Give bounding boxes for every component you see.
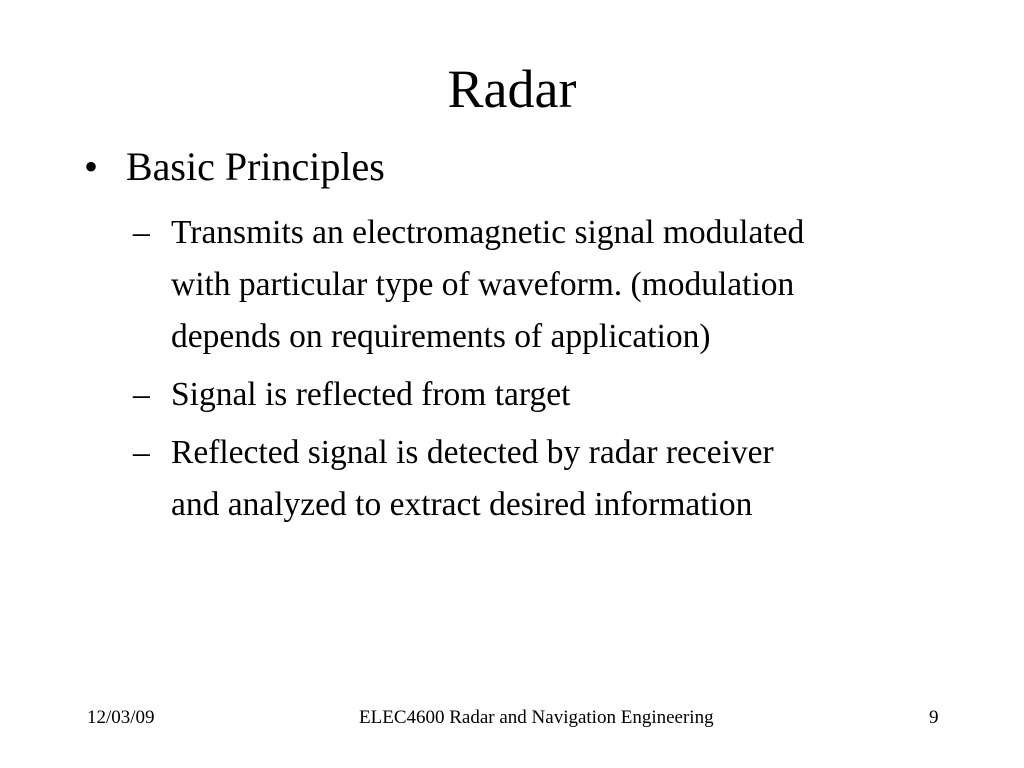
dash-icon: – xyxy=(133,376,150,413)
sub-bullet-line: Reflected signal is detected by radar receiver xyxy=(171,434,774,471)
sub-bullet-detected xyxy=(133,427,993,531)
sub-bullet-line: depends on requirements of application) xyxy=(171,318,711,355)
dash-icon: – xyxy=(133,434,150,471)
dash-icon: – xyxy=(133,214,150,251)
footer-date: 12/03/09 xyxy=(87,707,155,728)
footer-course-title: ELEC4600 Radar and Navigation Engineering xyxy=(359,707,714,728)
sub-bullet-line: and analyzed to extract desired information xyxy=(171,486,753,523)
footer-page-number: 9 xyxy=(929,707,939,728)
sub-bullet-transmits xyxy=(133,207,993,363)
sub-bullet-line: Transmits an electromagnetic signal modulated xyxy=(171,214,805,251)
slide-title: Radar xyxy=(447,59,577,119)
sub-bullet-line: with particular type of waveform. (modulation xyxy=(171,266,795,303)
sub-bullet-line: Signal is reflected from target xyxy=(171,376,571,413)
bullet-icon: • xyxy=(84,144,99,189)
sub-bullet-list xyxy=(133,207,993,537)
bullet-text: Basic Principles xyxy=(126,144,385,189)
sub-bullet-reflected xyxy=(133,369,993,421)
